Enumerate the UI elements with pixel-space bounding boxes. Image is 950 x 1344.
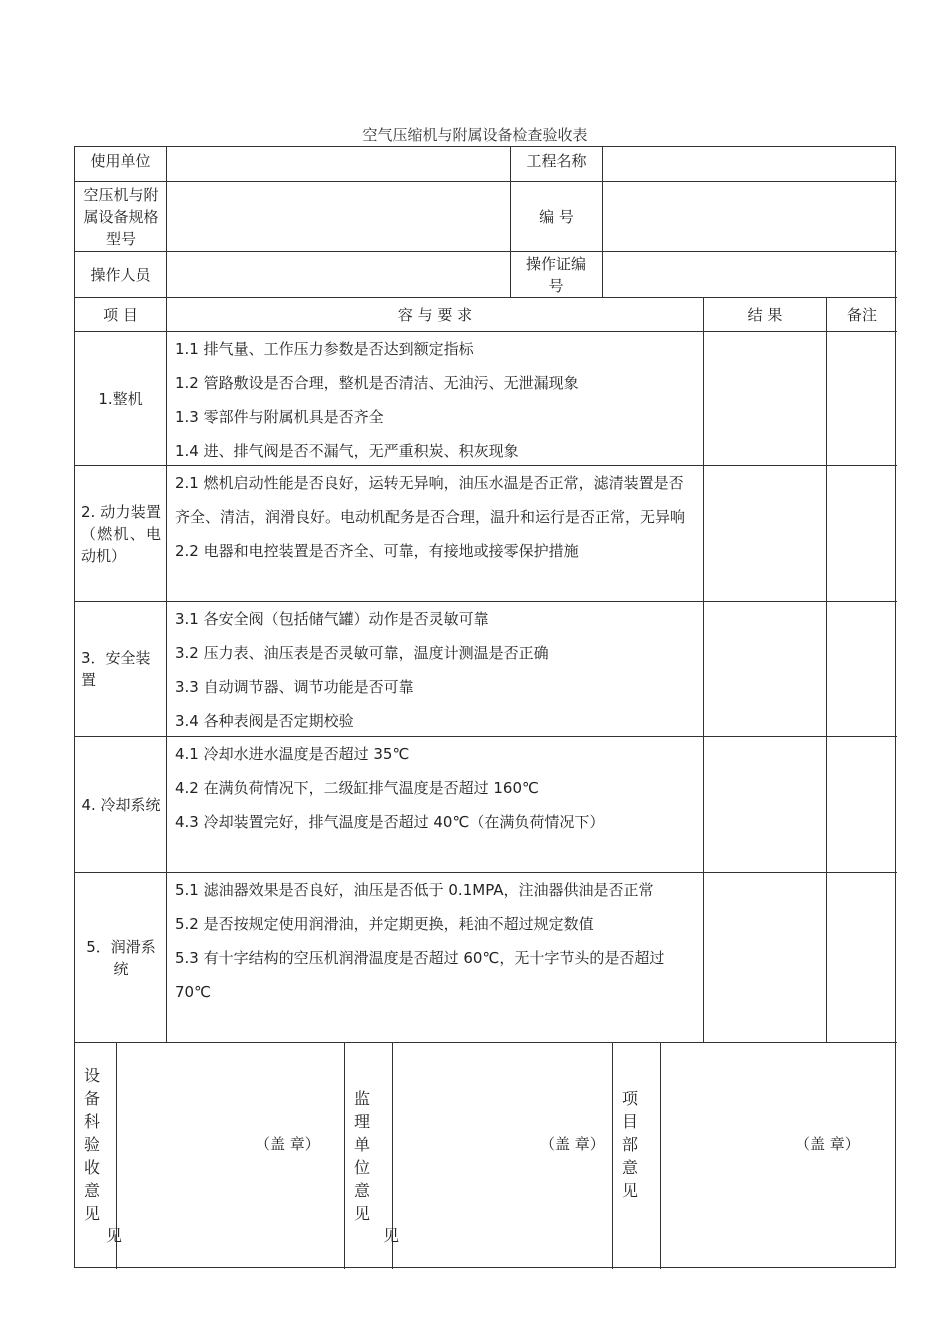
project-dept-label: 项目部意见 bbox=[621, 1089, 638, 1200]
model-field[interactable] bbox=[167, 182, 510, 251]
col-header-content: 容 与 要 求 bbox=[397, 305, 473, 324]
section-name: 4. 冷却系统 bbox=[81, 795, 161, 814]
section-requirements bbox=[167, 466, 703, 601]
supervision-extra: 见 bbox=[383, 1226, 400, 1245]
requirement-item: 4.1 冷却水进水温度是否超过 35℃ bbox=[175, 745, 410, 763]
supervision-label: 监理单位意见 bbox=[353, 1089, 370, 1223]
equipment-stamp: （盖 章） bbox=[255, 1135, 320, 1153]
section-name: 1.整机 bbox=[98, 389, 143, 408]
result-cell[interactable] bbox=[704, 466, 826, 601]
inspection-table bbox=[74, 146, 896, 1268]
result-cell[interactable] bbox=[704, 873, 826, 1042]
section-requirements bbox=[167, 873, 703, 1042]
requirement-item: 4.3 冷却装置完好，排气温度是否超过 40℃（在满负荷情况下） bbox=[175, 813, 605, 831]
remark-cell[interactable] bbox=[827, 737, 897, 872]
requirement-item: 1.1 排气量、工作压力参数是否达到额定指标 bbox=[175, 340, 474, 358]
remark-cell[interactable] bbox=[827, 873, 897, 1042]
user-unit-label: 使用单位 bbox=[90, 152, 151, 170]
requirement-item: 3.1 各安全阀（包括储气罐）动作是否灵敏可靠 bbox=[175, 610, 489, 628]
requirement-item: 3.4 各种表阀是否定期校验 bbox=[175, 712, 354, 730]
requirement-item: 2.1 燃机启动性能是否良好，运转无异响，油压水温是否正常，滤清装置是否齐全、清洁，润滑良好。电动机配务是否合理，温升和运行是否正常，无异响 bbox=[175, 474, 686, 526]
requirement-item: 5.2 是否按规定使用润滑油，并定期更换，耗油不超过规定数值 bbox=[175, 915, 594, 933]
document-title: 空气压缩机与附属设备检查验收表 bbox=[362, 126, 588, 144]
row-divider bbox=[75, 1042, 897, 1043]
col-header-remark: 备注 bbox=[846, 305, 877, 324]
column-divider bbox=[660, 1042, 661, 1269]
requirement-item: 5.3 有十字结构的空压机润滑温度是否超过 60℃，无十字节头的是否超过 70℃ bbox=[175, 949, 665, 1001]
requirement-item: 3.3 自动调节器、调节功能是否可靠 bbox=[175, 678, 414, 696]
equipment-dept-extra: 见 bbox=[106, 1226, 123, 1245]
col-header-result: 结 果 bbox=[747, 305, 783, 324]
supervision-stamp: （盖 章） bbox=[540, 1135, 605, 1153]
cert-number-label: 操作证编号 bbox=[525, 254, 586, 295]
number-field[interactable] bbox=[603, 182, 897, 251]
section-requirements bbox=[167, 332, 703, 465]
remark-cell[interactable] bbox=[827, 602, 897, 736]
requirement-item: 2.2 电器和电控装置是否齐全、可靠，有接地或接零保护措施 bbox=[175, 542, 579, 560]
section-name: 5．润滑系统 bbox=[86, 937, 156, 978]
column-divider bbox=[612, 1042, 613, 1269]
section-name: 2. 动力装置（燃机、电动机） bbox=[81, 502, 161, 565]
requirement-item: 1.4 进、排气阀是否不漏气，无严重积炭、积灰现象 bbox=[175, 442, 519, 460]
result-cell[interactable] bbox=[704, 737, 826, 872]
project-stamp: （盖 章） bbox=[795, 1135, 860, 1153]
remark-cell[interactable] bbox=[827, 332, 897, 465]
project-name-label: 工程名称 bbox=[526, 152, 587, 170]
section-name: 3．安全装置 bbox=[81, 649, 151, 689]
requirement-item: 1.2 管路敷设是否合理，整机是否清洁、无油污、无泄漏现象 bbox=[175, 374, 579, 392]
number-label: 编 号 bbox=[539, 207, 574, 226]
requirement-item: 1.3 零部件与附属机具是否齐全 bbox=[175, 408, 384, 426]
result-cell[interactable] bbox=[704, 602, 826, 736]
operator-label: 操作人员 bbox=[90, 265, 151, 284]
col-header-item: 项 目 bbox=[103, 305, 138, 324]
section-requirements bbox=[167, 602, 703, 736]
remark-cell[interactable] bbox=[827, 466, 897, 601]
result-cell[interactable] bbox=[704, 332, 826, 465]
requirement-item: 5.1 滤油器效果是否良好，油压是否低于 0.1MPA，注油器供油是否正常 bbox=[175, 881, 654, 899]
equipment-dept-label: 设备科验收意见 bbox=[83, 1066, 100, 1223]
requirement-item: 3.2 压力表、油压表是否灵敏可靠，温度计测温是否正确 bbox=[175, 644, 549, 662]
cert-number-field[interactable] bbox=[603, 252, 897, 297]
section-requirements bbox=[167, 737, 703, 872]
user-unit-field[interactable] bbox=[167, 147, 510, 181]
column-divider bbox=[344, 1042, 345, 1269]
project-name-field[interactable] bbox=[603, 147, 897, 181]
requirement-item: 4.2 在满负荷情况下，二级缸排气温度是否超过 160℃ bbox=[175, 779, 539, 797]
model-label: 空压机与附属设备规格型号 bbox=[83, 185, 159, 248]
operator-field[interactable] bbox=[167, 252, 510, 297]
